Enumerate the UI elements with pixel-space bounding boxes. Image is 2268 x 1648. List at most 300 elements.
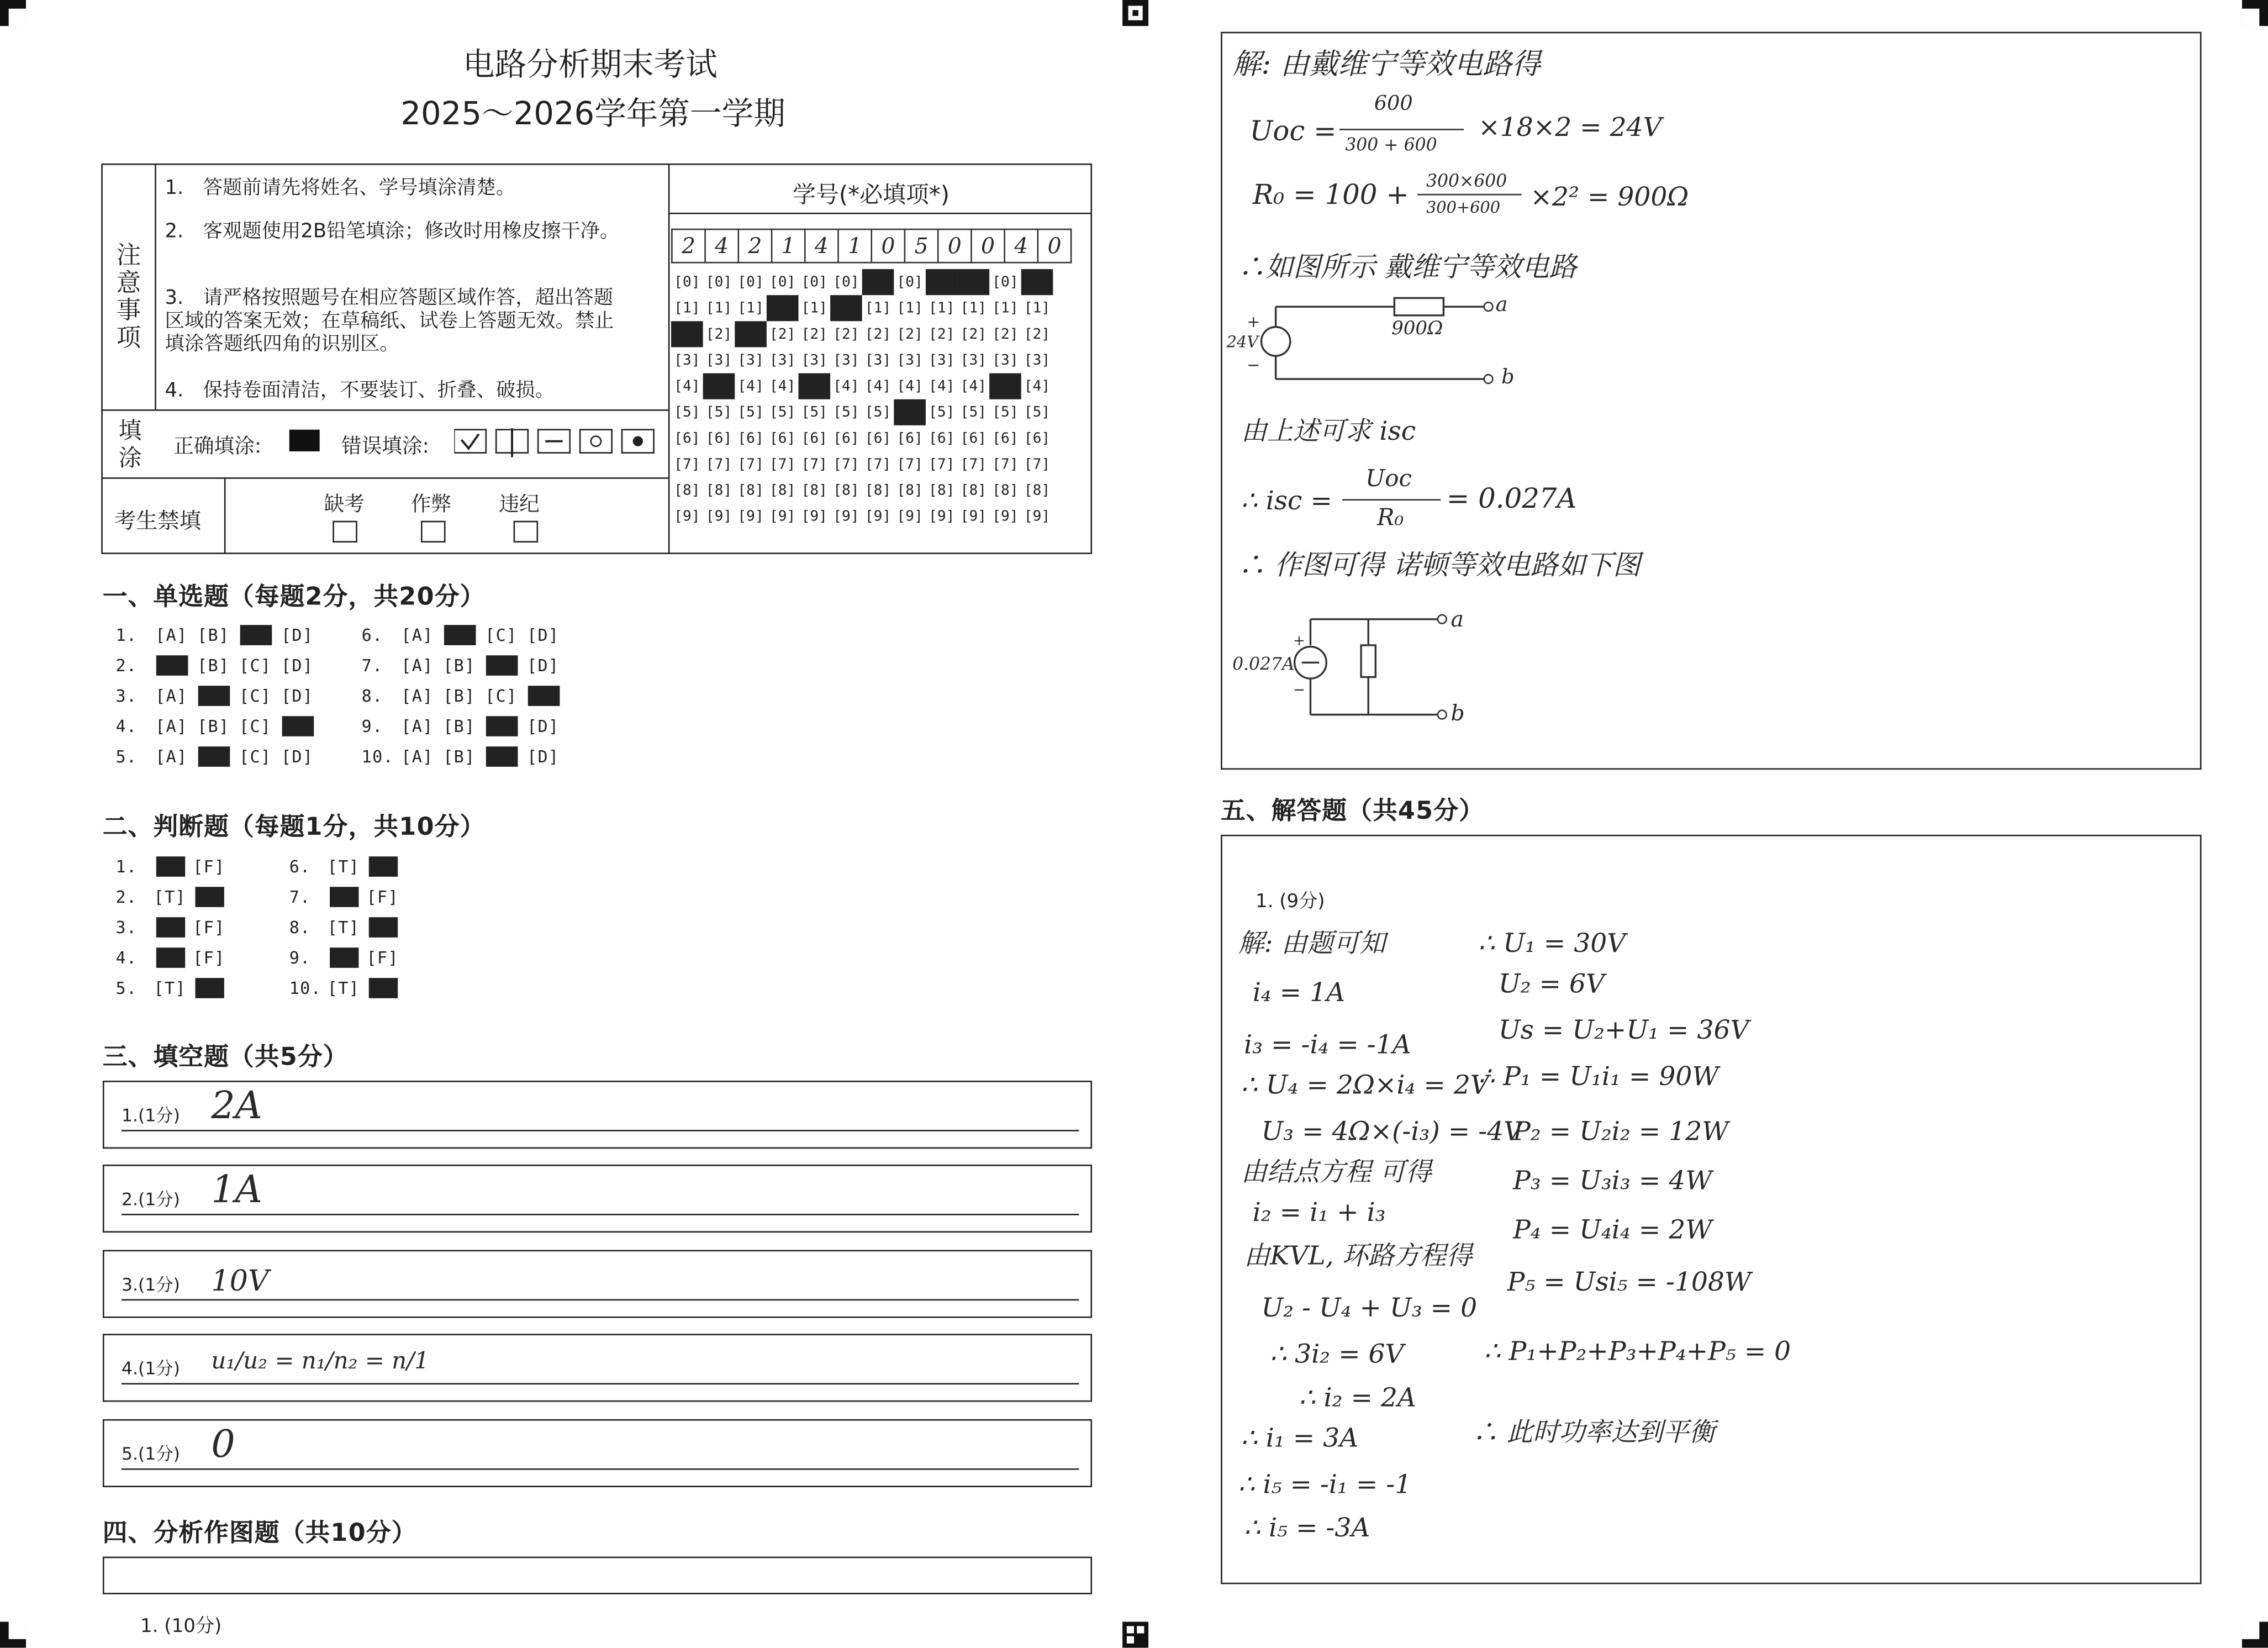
thevenin-circuit-diagram [1223,289,1542,394]
mc-option-bubble[interactable]: [C] [239,655,272,676]
blank-2-answer: 1A [211,1168,262,1213]
id-bubble[interactable]: [6] [960,430,987,446]
tf-question-row[interactable] [115,856,228,877]
mc-option-bubble[interactable]: [A] [155,716,188,736]
id-bubble[interactable]: [3] [960,352,987,368]
id-bubble[interactable]: [9] [896,508,923,525]
id-bubble[interactable]: [1] [705,300,732,317]
id-bubble[interactable]: [3] [864,352,892,368]
id-bubble[interactable]: [7] [705,456,732,472]
id-bubble[interactable]: [3] [896,352,923,368]
id-bubble[interactable]: [2] [705,326,732,343]
tf-option-bubble[interactable]: [T] [154,887,186,907]
mc-question-number: 9. [361,716,383,736]
id-bubble[interactable]: [8] [674,482,700,499]
student-id-digit[interactable]: 1 [838,229,871,262]
registration-mark-bottom-left [0,1621,26,1647]
blank-1[interactable] [103,1081,1092,1149]
mc-option-bubble[interactable]: [A] [401,686,434,706]
svg-text:−: − [1247,355,1260,375]
solution-line-left: i₂ = i₁ + i₃ [1252,1198,1386,1229]
mc-option-bubble[interactable]: [B] [443,625,476,645]
svg-text:+: + [1247,312,1260,331]
blank-2[interactable] [103,1165,1092,1233]
id-bubble[interactable]: [2] [671,321,703,347]
absent-checkbox[interactable] [333,521,357,543]
solution-line-left: i₄ = 1A [1252,978,1346,1009]
id-bubble[interactable]: [7] [992,456,1019,472]
solution-line-right: P₄ = U₄i₄ = 2W [1513,1215,1712,1246]
mc-question-number: 10. [361,746,394,767]
id-bubble[interactable]: [0] [992,274,1019,291]
tf-question-row[interactable] [115,917,228,938]
mc-question-row[interactable] [362,655,565,676]
hw-uoc-label: Uoc = [1249,115,1337,148]
id-bubble[interactable]: [8] [801,482,827,499]
tf-question-number: 6. [289,856,311,877]
wrong-fill-examples [454,428,657,457]
id-bubble[interactable]: [8] [929,482,955,499]
tf-option-bubble[interactable]: [T] [327,978,360,998]
mc-question-row[interactable] [115,746,318,767]
mc-option-bubble[interactable]: [D] [281,686,314,706]
id-bubble[interactable]: [6] [833,430,859,446]
solution-line-left: ∴ i₅ = -i₁ = -1 [1238,1470,1412,1500]
blank-2-label: 2.(1分) [121,1189,180,1210]
correct-fill-example [289,430,320,451]
mc-option-bubble[interactable]: [B] [443,655,476,676]
mc-option-bubble[interactable]: [C] [485,686,518,706]
id-bubble[interactable]: [1] [767,295,799,321]
correct-fill-label: 正确填涂: [173,435,262,459]
registration-mark-top-left [0,0,26,26]
id-bubble[interactable]: [8] [833,482,859,499]
blank-4[interactable] [103,1334,1092,1402]
student-id-digit[interactable]: 0 [971,229,1004,262]
blank-3-answer: 10V [211,1263,269,1298]
student-id-digit[interactable]: 1 [772,229,805,262]
solution-line-left: ∴ 3i₂ = 6V [1270,1339,1404,1370]
hw-isc-label: ∴ isc = [1241,486,1332,517]
tf-option-bubble[interactable]: [F] [193,856,225,877]
hw-term-b1: b [1501,366,1515,389]
tf-option-bubble[interactable]: [T] [155,917,188,938]
solution-line-left: U₂ - U₄ + U₃ = 0 [1261,1293,1478,1324]
student-id-bubbles[interactable] [671,269,1053,529]
section-2-title: 二、判断题（每题1分，共10分） [102,813,486,843]
mc-option-bubble[interactable]: [D] [281,625,314,645]
solution-line-right: ∴ P₁+P₂+P₃+P₄+P₅ = 0 [1484,1336,1791,1367]
tf-question-number: 8. [289,917,311,938]
mc-option-bubble[interactable]: [C] [239,625,272,645]
mc-option-bubble[interactable]: [A] [155,655,188,676]
tf-option-bubble[interactable]: [F] [193,917,225,938]
id-bubble[interactable]: [0] [801,274,827,291]
mc-option-bubble[interactable]: [C] [485,746,518,767]
cheat-checkbox[interactable] [421,521,446,543]
solution-line-left: ∴ i₁ = 3A [1241,1423,1359,1454]
mc-option-bubble[interactable]: [A] [155,746,188,767]
mc-option-bubble[interactable]: [B] [443,716,476,736]
mc-question-row[interactable] [115,625,318,645]
id-bubble[interactable]: [4] [1024,378,1051,394]
mc-option-bubble[interactable]: [A] [155,686,188,706]
id-bubble[interactable]: [1] [830,295,862,321]
id-bubble[interactable]: [4] [798,373,830,399]
id-bubble[interactable]: [8] [992,482,1019,499]
id-bubble[interactable]: [9] [960,508,987,525]
tf-question-number: 10. [289,978,322,998]
id-bubble[interactable]: [4] [833,378,859,394]
mc-option-bubble[interactable]: [B] [197,686,230,706]
student-id-digit[interactable]: 0 [938,229,971,262]
id-bubble[interactable]: [0] [769,274,796,291]
mc-question-row[interactable] [115,686,318,706]
id-bubble[interactable]: [0] [958,269,990,295]
id-bubble[interactable]: [5] [960,404,987,420]
id-bubble[interactable]: [9] [929,508,955,525]
id-bubble[interactable]: [7] [737,456,764,472]
id-bubble[interactable]: [1] [929,300,955,317]
mc-option-bubble[interactable]: [A] [401,716,434,736]
solution-line-left: ∴ i₂ = 2A [1299,1383,1416,1414]
fill-label: 填涂 [118,417,142,472]
id-bubble[interactable]: [2] [896,326,923,343]
id-bubble[interactable]: [5] [674,404,700,420]
id-bubble[interactable]: [4] [929,378,955,394]
id-bubble[interactable]: [3] [1024,352,1051,368]
mc-option-bubble[interactable]: [B] [443,686,476,706]
mc-question-number: 1. [115,625,138,645]
hw-line-4: 由上述可求 isc [1241,417,1416,447]
mc-option-bubble[interactable]: [A] [155,625,188,645]
id-bubble[interactable]: [5] [992,404,1019,420]
student-id-digit[interactable]: 0 [1038,229,1071,262]
id-bubble[interactable]: [9] [1024,508,1051,525]
id-bubble[interactable]: [0] [896,274,923,291]
mc-option-bubble[interactable]: [C] [239,716,272,736]
id-bubble[interactable]: [0] [674,274,700,291]
id-bubble[interactable]: [6] [864,430,892,446]
id-bubble[interactable]: [4] [737,378,764,394]
id-bubble[interactable]: [5] [833,404,859,420]
id-bubble[interactable]: [6] [1024,430,1051,446]
mc-question-row[interactable] [362,716,565,736]
tf-option-bubble[interactable]: [F] [368,856,400,877]
id-bubble[interactable]: [1] [896,300,923,317]
id-bubble[interactable]: [9] [801,508,827,525]
wrong-fill-label: 错误填涂: [341,435,429,459]
id-bubble[interactable]: [9] [705,508,732,525]
blank-4-label: 4.(1分) [121,1358,180,1379]
id-bubble[interactable]: [7] [929,456,955,472]
mc-option-bubble[interactable]: [C] [239,746,272,767]
id-bubble[interactable]: [1] [960,300,987,317]
hw-isc-rest: = 0.027A [1446,483,1577,515]
id-bubble[interactable]: [9] [737,508,764,525]
mc-option-bubble[interactable]: [D] [527,625,560,645]
tf-option-bubble[interactable]: [T] [154,978,186,998]
id-bubble[interactable]: [3] [992,352,1019,368]
tf-option-bubble[interactable]: [T] [329,887,362,907]
cheat-label: 作弊 [410,493,452,517]
id-bubble[interactable]: [9] [864,508,892,525]
section-4-answer-box[interactable] [103,1557,1092,1594]
mc-option-bubble[interactable]: [B] [197,625,230,645]
mc-option-bubble[interactable]: [B] [197,746,230,767]
mc-option-bubble[interactable]: [A] [401,746,434,767]
student-id-digit[interactable]: 5 [905,229,938,262]
tf-option-bubble[interactable]: [F] [194,887,227,907]
id-bubble[interactable]: [1] [1024,300,1051,317]
student-id-digit[interactable]: 4 [805,229,838,262]
id-bubble[interactable]: [6] [705,430,732,446]
tf-question-number: 9. [289,947,311,968]
mc-option-bubble[interactable]: [B] [197,655,230,676]
solution-line-right: ∴ 此时功率达到平衡 [1472,1418,1715,1449]
id-bubble[interactable]: [1] [737,300,764,317]
tf-question-row[interactable] [115,978,228,998]
id-bubble[interactable]: [5] [894,399,926,425]
tf-option-bubble[interactable]: [T] [155,947,188,968]
id-bubble[interactable]: [4] [960,378,987,394]
mc-question-number: 4. [115,716,138,736]
id-bubble[interactable]: [6] [801,430,827,446]
id-bubble[interactable]: [9] [833,508,859,525]
id-bubble[interactable]: [8] [960,482,987,499]
student-id-digit[interactable]: 4 [1005,229,1038,262]
hw-res1-label: 900Ω [1391,318,1443,340]
tf-question-row[interactable] [289,917,402,938]
id-bubble[interactable]: [3] [929,352,955,368]
tf-question-row[interactable] [289,887,402,907]
notice-item-3: 3. 请严格按照题号在相应答题区域作答，超出答题区域的答案无效；在草稿纸、试卷上答题无效。禁止填涂答题纸四角的识别区。 [165,286,614,356]
student-id-digit[interactable]: 0 [872,229,905,262]
solution-line-left: ∴ U₄ = 2Ω×i₄ = 2V [1241,1070,1489,1101]
id-bubble[interactable]: [7] [1024,456,1051,472]
student-id-digit[interactable]: 2 [739,229,772,262]
id-bubble[interactable]: [7] [864,456,892,472]
id-bubble[interactable]: [2] [769,326,796,343]
hw-r0-num: 300×600 [1426,170,1507,191]
id-bubble[interactable]: [6] [674,430,700,446]
tf-question-number: 1. [115,856,138,877]
blank-3[interactable] [103,1250,1092,1318]
id-bubble[interactable]: [5] [929,404,955,420]
section-1-title: 一、单选题（每题2分，共20分） [102,583,486,612]
id-bubble[interactable]: [0] [833,274,859,291]
hw-uoc-num: 600 [1374,92,1413,116]
tf-question-row[interactable] [115,947,228,968]
mc-question-row[interactable] [115,655,318,676]
id-bubble[interactable]: [6] [737,430,764,446]
solution-line-left: 由结点方程 可得 [1241,1157,1432,1188]
id-bubble[interactable]: [4] [703,373,735,399]
blank-5-answer: 0 [211,1423,235,1467]
id-bubble[interactable]: [8] [864,482,892,499]
mc-option-bubble[interactable]: [D] [527,716,560,736]
mc-option-bubble[interactable]: [D] [527,686,560,706]
id-bubble[interactable]: [5] [801,404,827,420]
id-bubble[interactable]: [7] [801,456,827,472]
solution-line-right: Us = U₂+U₁ = 36V [1498,1015,1749,1046]
mc-question-row[interactable] [362,686,565,706]
id-bubble[interactable]: [7] [674,456,700,472]
id-bubble[interactable]: [2] [1024,326,1051,343]
hw-isc-num: Uoc [1365,464,1412,492]
id-bubble[interactable]: [4] [769,378,796,394]
mc-option-bubble[interactable]: [D] [281,716,314,736]
id-bubble[interactable]: [7] [960,456,987,472]
hw-line-1: 解: 由戴维宁等效电路得 [1232,46,1541,81]
id-bubble[interactable]: [0] [737,274,764,291]
notice-item-2: 2. 客观题使用2B铅笔填涂；修改时用橡皮擦干净。 [165,220,620,243]
id-bubble[interactable]: [8] [737,482,764,499]
mc-option-bubble[interactable]: [D] [281,655,314,676]
tf-option-bubble[interactable]: [F] [194,978,227,998]
blank-4-answer: u₁/u₂ = n₁/n₂ = n/1 [211,1346,429,1375]
tf-option-bubble[interactable]: [F] [366,947,399,968]
mc-question-row[interactable] [115,716,318,736]
solution-line-left: U₃ = 4Ω×(-i₃) = -4V [1261,1117,1523,1147]
id-bubble[interactable]: [6] [929,430,955,446]
tf-option-bubble[interactable]: [T] [155,856,188,877]
hw-src2-label: 0.027A [1232,654,1295,675]
tf-question-row[interactable] [289,978,402,998]
id-bubble[interactable]: [3] [769,352,796,368]
student-id-digit[interactable]: 4 [705,229,739,262]
section-4-q1-label: 1. (10分) [140,1616,222,1638]
tf-question-row[interactable] [289,947,402,968]
id-bubble[interactable]: [8] [896,482,923,499]
id-bubble[interactable]: [2] [992,326,1019,343]
hw-isc-den: R₀ [1376,503,1404,531]
student-id-digit[interactable]: 2 [672,229,705,262]
hw-line-3: ∴如图所示 戴维宁等效电路 [1238,251,1577,284]
student-id-header: 学号(*必填项*) [793,181,950,209]
notice-label: 注意事项 [116,241,141,353]
mc-question-number: 3. [115,686,138,706]
tf-option-bubble[interactable]: [F] [368,978,400,998]
mc-option-bubble[interactable]: [C] [239,686,272,706]
exam-title: 电路分析期末考试 [462,48,718,84]
id-bubble[interactable]: [1] [801,300,827,317]
id-bubble[interactable]: [6] [992,430,1019,446]
violate-checkbox[interactable] [514,521,539,543]
id-bubble[interactable]: [2] [801,326,827,343]
id-bubble[interactable]: [3] [801,352,827,368]
tf-option-bubble[interactable]: [T] [329,947,362,968]
id-bubble[interactable]: [0] [705,274,732,291]
mc-option-bubble[interactable]: [C] [485,625,518,645]
id-bubble[interactable]: [5] [769,404,796,420]
mc-question-row[interactable] [362,625,565,645]
mc-option-bubble[interactable]: [C] [485,655,518,676]
tf-option-bubble[interactable]: [F] [366,887,399,907]
id-bubble[interactable]: [9] [674,508,700,525]
mc-option-bubble[interactable]: [C] [485,716,518,736]
student-id-grid[interactable] [671,229,1072,264]
id-bubble[interactable]: [1] [992,300,1019,317]
id-bubble[interactable]: [5] [705,404,732,420]
exam-forbid-label: 考生禁填 [114,508,202,534]
tf-option-bubble[interactable]: [F] [368,917,400,938]
section-5-q1-label: 1. (9分) [1255,891,1325,913]
blank-5[interactable] [103,1419,1092,1487]
id-bubble[interactable]: [3] [705,352,732,368]
tf-question-row[interactable] [115,887,228,907]
id-bubble[interactable]: [4] [989,373,1021,399]
tf-option-bubble[interactable]: [T] [327,917,360,938]
mc-option-bubble[interactable]: [A] [401,625,434,645]
tf-option-bubble[interactable]: [F] [193,947,225,968]
hw-src1-label: 24V [1226,333,1259,352]
id-bubble[interactable]: [2] [960,326,987,343]
id-bubble[interactable]: [1] [864,300,892,317]
id-bubble[interactable]: [4] [864,378,892,394]
mc-option-bubble[interactable]: [A] [401,655,434,676]
id-bubble[interactable]: [2] [929,326,955,343]
id-bubble[interactable]: [8] [769,482,796,499]
hw-r0-den: 300+600 [1426,198,1501,217]
id-bubble[interactable]: [8] [705,482,732,499]
id-bubble[interactable]: [3] [737,352,764,368]
id-bubble[interactable]: [5] [1024,404,1051,420]
tf-question-row[interactable] [289,856,402,877]
mc-option-bubble[interactable]: [D] [281,746,314,767]
id-bubble[interactable]: [1] [674,300,700,317]
hw-term-a1: a [1495,293,1508,317]
id-bubble[interactable]: [2] [864,326,892,343]
id-bubble[interactable]: [6] [769,430,796,446]
mc-option-bubble[interactable]: [D] [527,655,560,676]
mc-question-number: 8. [361,686,383,706]
mc-option-bubble[interactable]: [B] [197,716,230,736]
id-bubble[interactable]: [5] [737,404,764,420]
tf-question-number: 3. [115,917,138,938]
mc-question-number: 5. [115,746,138,767]
id-bubble[interactable]: [0] [926,269,958,295]
id-bubble[interactable]: [2] [735,321,767,347]
absent-label: 缺考 [324,493,365,517]
id-bubble[interactable]: [5] [864,404,892,420]
id-bubble[interactable]: [9] [992,508,1019,525]
id-bubble[interactable]: [4] [674,378,700,394]
section-4-title: 四、分析作图题（共10分） [102,1519,417,1548]
id-bubble[interactable]: [0] [862,269,894,295]
id-bubble[interactable]: [8] [1024,482,1051,499]
id-bubble[interactable]: [6] [896,430,923,446]
solution-line-right: P₃ = U₃i₃ = 4W [1513,1166,1712,1197]
notice-item-1: 1. 答题前请先将姓名、学号填涂清楚。 [165,176,516,200]
id-bubble[interactable]: [2] [833,326,859,343]
id-bubble[interactable]: [7] [896,456,923,472]
id-bubble[interactable]: [3] [674,352,700,368]
mc-question-number: 7. [361,655,383,676]
id-bubble[interactable]: [9] [769,508,796,525]
id-bubble[interactable]: [4] [896,378,923,394]
mc-option-bubble[interactable]: [B] [443,746,476,767]
mc-option-bubble[interactable]: [D] [527,746,560,767]
mc-question-row[interactable] [362,746,565,767]
id-bubble[interactable]: [3] [833,352,859,368]
id-bubble[interactable]: [0] [1021,269,1053,295]
id-bubble[interactable]: [7] [769,456,796,472]
id-bubble[interactable]: [7] [833,456,859,472]
blank-1-label: 1.(1分) [121,1105,180,1126]
tf-option-bubble[interactable]: [T] [327,856,360,877]
hw-r0-rest: ×2² = 900Ω [1530,182,1689,213]
